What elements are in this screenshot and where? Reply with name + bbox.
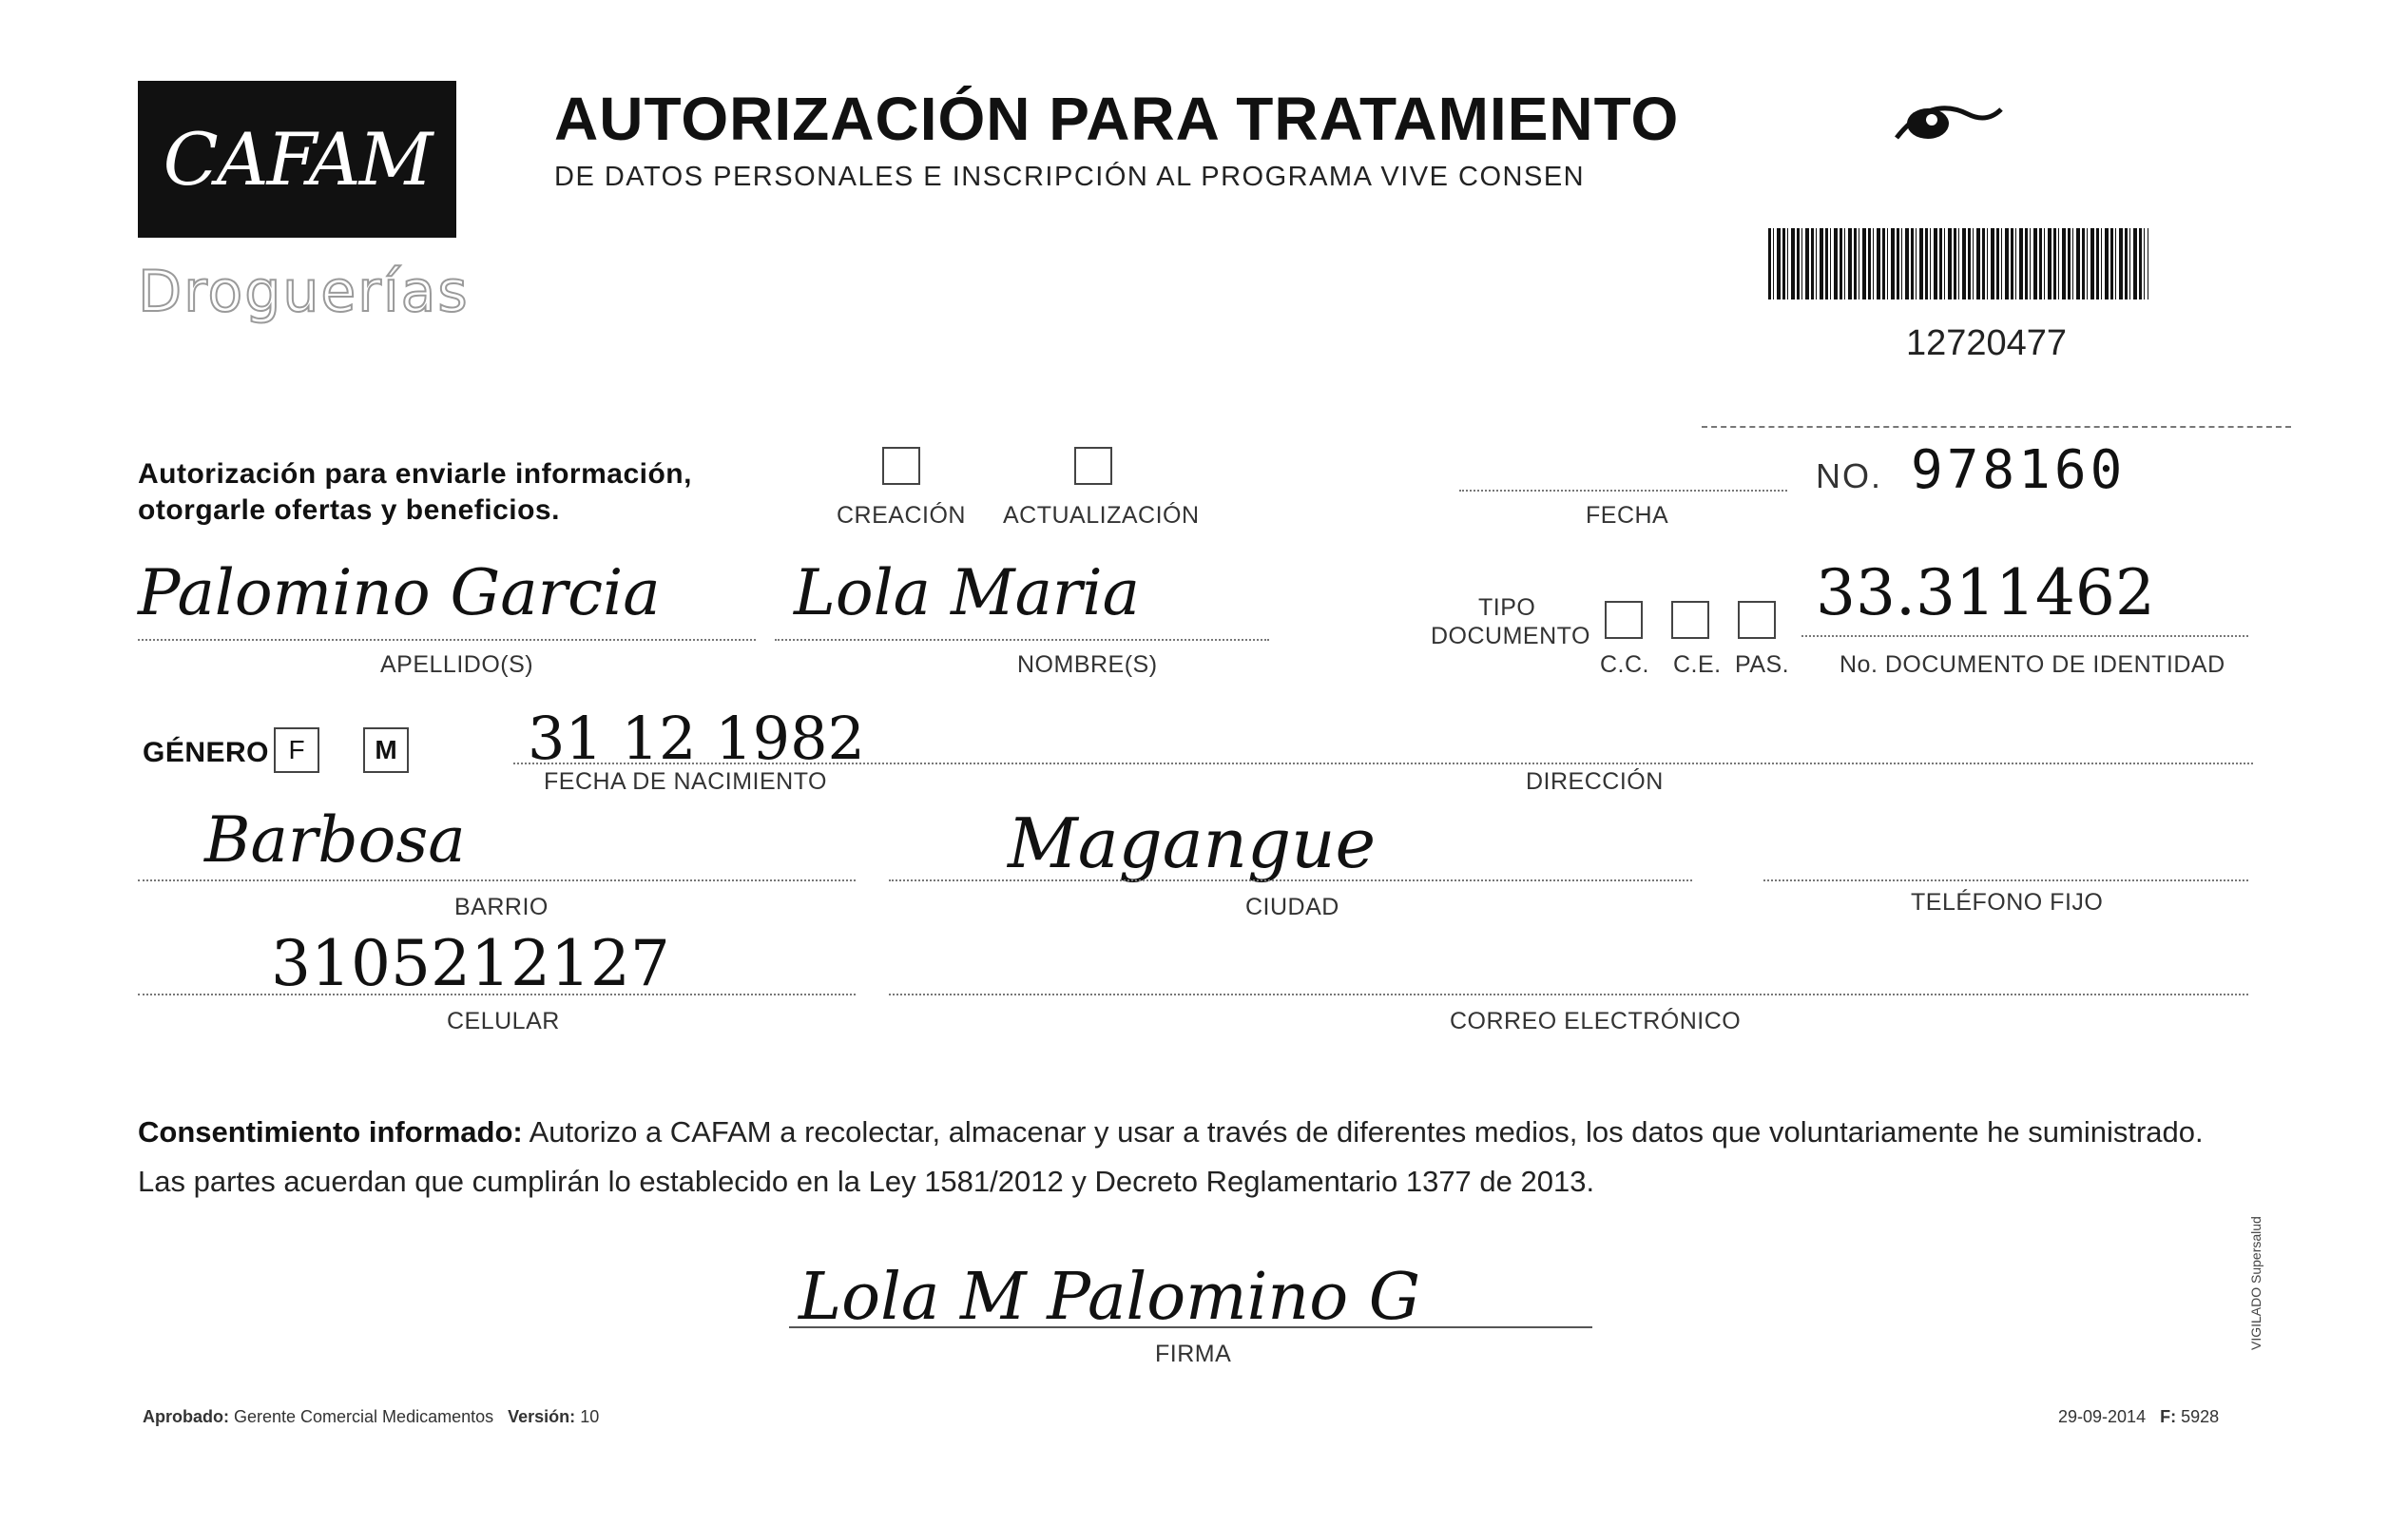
ciudad-label: CIUDAD [1245,894,1339,920]
tipo-documento-label-2: DOCUMENTO [1431,623,1590,649]
telefono-field[interactable] [1763,879,2248,881]
barrio-value: Barbosa [204,803,466,877]
signature-line[interactable] [789,1326,1592,1328]
footer-date: 29-09-2014 [2058,1407,2147,1426]
fecha-label: FECHA [1586,502,1669,529]
barrio-field[interactable] [138,879,856,881]
pas-checkbox[interactable] [1738,601,1776,639]
celular-field[interactable] [138,994,856,995]
direccion-label: DIRECCIÓN [1526,768,1664,795]
fecha-nacimiento-value: 31 12 1982 [528,704,865,773]
fecha-field[interactable] [1459,490,1787,492]
creacion-checkbox[interactable] [882,447,920,485]
consent-text-1: Autorizo a CAFAM a recolectar, almacenar y usar a través de diferentes medios, los datos que voluntariamente he suministrado. [522,1115,2204,1149]
document-title: AUTORIZACIÓN PARA TRATAMIENTO [554,85,1680,153]
celular-value: 3105212127 [271,927,670,1000]
ciudad-value: Magangue [1008,803,1377,883]
pas-label: PAS. [1735,651,1790,678]
fecha-nacimiento-label: FECHA DE NACIMIENTO [544,768,827,795]
cc-label: C.C. [1600,651,1649,678]
barcode-number: 12720477 [1906,323,2068,363]
aprobado-label: Aprobado: [143,1407,229,1426]
celular-label: CELULAR [447,1008,560,1034]
no-label: NO. [1816,456,1883,495]
consent-heading: Consentimiento informado: [138,1115,523,1149]
genero-m-checkbox[interactable] [363,727,409,773]
intro-line-2: otorgarle ofertas y beneficios. [138,494,560,526]
genero-m-label: M [375,735,397,764]
signature-label: FIRMA [1155,1341,1232,1367]
actualizacion-label: ACTUALIZACIÓN [1003,502,1200,529]
telefono-label: TELÉFONO FIJO [1911,889,2104,916]
cc-checkbox[interactable] [1605,601,1643,639]
correo-label: CORREO ELECTRÓNICO [1450,1008,1742,1034]
code-label: F: [2160,1407,2177,1426]
creacion-label: CREACIÓN [837,502,966,529]
genero-f-checkbox[interactable] [274,727,319,773]
version-label: Versión: [508,1407,576,1426]
signature-value: Lola M Palomino G [799,1260,1421,1335]
documento-field[interactable] [1801,635,2248,637]
footer-date-code [2058,1407,2219,1427]
footer-approval [143,1407,599,1427]
nombres-value: Lola Maria [794,556,1140,629]
apellidos-field[interactable] [138,639,756,641]
ciudad-field[interactable] [889,879,1692,881]
nombres-field[interactable] [775,639,1269,641]
ce-label: C.E. [1673,651,1722,678]
consent-text [138,1108,2263,1207]
correo-field[interactable] [889,994,2248,995]
aprobado-value: Gerente Comercial Medicamentos [234,1407,494,1426]
barcode [1768,228,2148,299]
direccion-field[interactable] [513,763,2253,764]
genero-label: GÉNERO [143,737,270,768]
intro-line-1: Autorización para enviarle información, [138,458,692,490]
apellidos-value: Palomino Garcia [138,556,661,629]
tipo-documento-label-1: TIPO [1478,594,1536,621]
logo-subtext: Droguerías [138,259,470,325]
apellidos-label: APELLIDO(S) [380,651,534,678]
eye-icon [1892,86,2006,152]
nombres-label: NOMBRE(S) [1017,651,1158,678]
header-divider [1702,426,2291,428]
logo-text: CAFAM [163,117,432,202]
barrio-label: BARRIO [454,894,549,920]
genero-f-label: F [288,735,305,764]
actualizacion-checkbox[interactable] [1074,447,1112,485]
documento-value: 33.311462 [1816,556,2155,629]
form-number: 978160 [1911,439,2127,501]
document-subtitle: DE DATOS PERSONALES E INSCRIPCIÓN AL PROGRAMA VIVE CONSEN [554,162,1586,192]
consent-text-2: Las partes acuerdan que cumplirán lo establecido en la Ley 1581/2012 y Decreto Reglamentario 1377 de 2013. [138,1165,1595,1198]
code-value: 5928 [2181,1407,2220,1426]
vigilado-text: VIGILADO Supersalud [2248,1216,2264,1350]
ce-checkbox[interactable] [1671,601,1709,639]
cafam-logo [138,81,456,238]
documento-label: No. DOCUMENTO DE IDENTIDAD [1840,651,2225,678]
version-value: 10 [580,1407,600,1426]
